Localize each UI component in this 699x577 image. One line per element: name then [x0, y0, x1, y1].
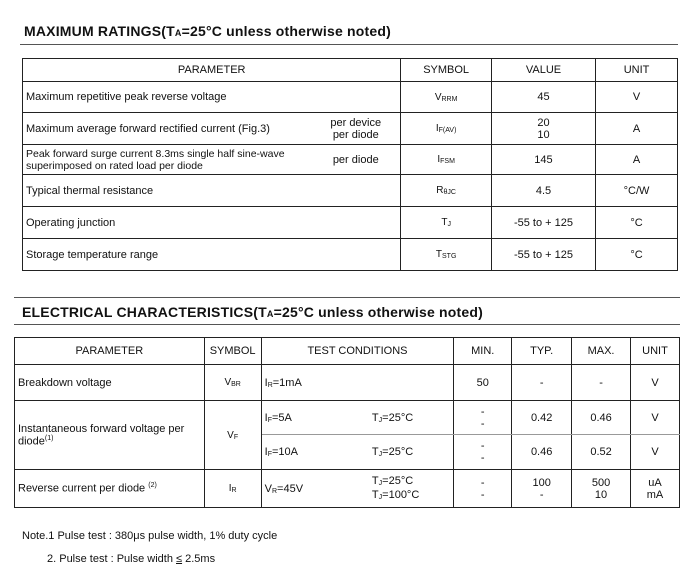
param-line-2: diode — [18, 435, 45, 448]
header-row — [15, 338, 680, 365]
test-cell — [261, 470, 369, 508]
electrical-table — [14, 337, 680, 508]
min-line-1: - — [480, 405, 485, 418]
value-cell: 145 — [491, 145, 595, 175]
min-line-1: - — [480, 476, 485, 489]
cond-cell — [311, 175, 401, 207]
symbol-main: T — [441, 217, 448, 228]
title-text-rest: =25°C unless otherwise noted) — [181, 23, 392, 39]
value-cell — [491, 113, 595, 145]
symbol-sub: RRM — [441, 95, 458, 103]
param-cell — [23, 145, 312, 175]
note-2-text: 2. Pulse test : Pulse width — [47, 553, 177, 565]
cond-cell — [311, 82, 401, 113]
title-subscript: A — [174, 28, 182, 38]
unit-cell: V — [631, 364, 680, 401]
max-cell: 0.52 — [572, 435, 631, 470]
table-row — [23, 239, 678, 271]
symbol-cell — [401, 145, 492, 175]
temp-sub: J — [378, 451, 383, 459]
param-cell: Maximum repetitive peak reverse voltage — [23, 82, 312, 113]
cond-cell — [311, 207, 401, 239]
header-min: MIN. — [454, 338, 512, 365]
unit-cell: °C — [596, 239, 678, 271]
symbol-sub: BR — [231, 381, 241, 389]
divider — [14, 297, 680, 298]
symbol-sub: F(AV) — [438, 127, 457, 134]
max-cell: - — [572, 364, 631, 401]
temp-rest: =25°C — [382, 411, 414, 424]
test-cell — [261, 401, 369, 435]
temp-rest: =100°C — [382, 488, 420, 501]
divider — [20, 44, 678, 45]
param-cell — [15, 470, 205, 508]
divider — [14, 324, 680, 325]
value-per-diode: 10 — [537, 128, 550, 141]
header-typ: TYP. — [512, 338, 572, 365]
max-line-1: 500 — [591, 476, 611, 489]
max-line-2: 10 — [594, 488, 608, 501]
temp-sub: J — [378, 479, 383, 487]
param-cell — [15, 401, 205, 470]
table-row — [23, 175, 678, 207]
cond-cell — [311, 113, 401, 145]
header-symbol: SYMBOL — [204, 338, 261, 365]
min-cell — [454, 401, 512, 435]
test-sub: R — [271, 487, 278, 495]
header-symbol: SYMBOL — [401, 59, 492, 82]
cond-per-diode: per diode — [332, 128, 379, 141]
header-parameter: PARAMETER — [15, 338, 205, 365]
unit-cell: V — [631, 401, 680, 435]
test-rest: =1mA — [272, 376, 302, 389]
test-main: I — [264, 411, 268, 424]
symbol-sub: FSM — [440, 158, 455, 165]
table-row — [15, 364, 680, 401]
symbol-cell — [204, 470, 261, 508]
param-cell: Storage temperature range — [23, 239, 312, 271]
symbol-cell — [401, 207, 492, 239]
symbol-main: V — [224, 377, 232, 389]
test-rest: =10A — [271, 446, 298, 459]
test-rest: =5A — [271, 411, 292, 424]
temp-main: T — [371, 488, 379, 501]
symbol-main: V — [434, 91, 442, 103]
header-parameter: PARAMETER — [23, 59, 401, 82]
temp-cell — [369, 435, 454, 470]
cond-cell: per diode — [311, 145, 401, 175]
symbol-cell — [401, 239, 492, 271]
param-cell: Maximum average forward rectified current (Fig.3) — [23, 113, 312, 145]
footnote-ref: (2) — [148, 482, 157, 490]
title-text: ELECTRICAL CHARACTERISTICS(T — [22, 304, 267, 320]
symbol-sub: F — [233, 433, 239, 441]
symbol-cell — [204, 401, 261, 470]
param-cell: Breakdown voltage — [15, 364, 205, 401]
unit-cell: A — [596, 145, 678, 175]
symbol-sub: θJC — [443, 189, 456, 196]
value-cell: 45 — [491, 82, 595, 113]
electrical-title — [22, 304, 483, 320]
typ-line-1: 100 — [532, 476, 551, 489]
test-sub: R — [267, 381, 273, 389]
value-cell: 4.5 — [491, 175, 595, 207]
cond-per-device: per device — [330, 116, 382, 129]
header-row — [23, 59, 678, 82]
temp-rest: =25°C — [382, 474, 414, 487]
test-main: I — [264, 376, 268, 389]
header-test-conditions: TEST CONDITIONS — [261, 338, 454, 365]
header-unit: UNIT — [596, 59, 678, 82]
symbol-main: R — [436, 185, 444, 196]
param-text: Reverse current per diode — [18, 482, 146, 495]
value-per-device: 20 — [537, 116, 550, 129]
test-rest: =45V — [277, 482, 304, 495]
temp-cell — [369, 470, 454, 508]
unit-cell: °C/W — [596, 175, 678, 207]
min-line-2: - — [480, 417, 485, 430]
table-row — [23, 145, 678, 175]
note-2-symbol: ≤ — [176, 553, 183, 565]
symbol-cell — [401, 82, 492, 113]
header-unit: UNIT — [631, 338, 680, 365]
table-row — [15, 470, 680, 508]
param-line-1: Instantaneous forward voltage per — [18, 422, 185, 435]
temp-rest: =25°C — [382, 446, 414, 459]
param-cell: Operating junction — [23, 207, 312, 239]
unit-cell — [631, 470, 680, 508]
symbol-sub: STG — [442, 253, 457, 260]
min-cell — [454, 435, 512, 470]
table-row — [23, 113, 678, 145]
temp-main: T — [371, 411, 379, 424]
symbol-cell — [401, 175, 492, 207]
min-line-2: - — [480, 488, 485, 501]
unit-cell: °C — [596, 207, 678, 239]
title-subscript: A — [266, 309, 274, 319]
unit-cell: V — [596, 82, 678, 113]
typ-cell: 0.46 — [512, 435, 572, 470]
temp-sub: J — [378, 416, 383, 424]
unit-line-2: mA — [646, 488, 664, 501]
table-row — [15, 401, 680, 435]
test-cell — [261, 364, 369, 401]
min-cell: 50 — [454, 364, 512, 401]
symbol-cell — [204, 364, 261, 401]
note-2-value: 2.5ms — [182, 553, 216, 565]
symbol-sub: R — [231, 487, 237, 495]
unit-line-1: uA — [648, 476, 662, 489]
test-main: I — [264, 446, 268, 459]
unit-cell: A — [596, 113, 678, 145]
test-sub: F — [267, 416, 272, 424]
test-cell — [261, 435, 369, 470]
table-row — [23, 207, 678, 239]
unit-cell: V — [631, 435, 680, 470]
param-cell: Typical thermal resistance — [23, 175, 312, 207]
symbol-main: I — [437, 154, 441, 165]
temp-cell — [369, 364, 454, 401]
note-2 — [47, 553, 215, 565]
max-ratings-title — [24, 23, 391, 39]
symbol-main: T — [435, 249, 442, 260]
value-cell: -55 to + 125 — [491, 207, 595, 239]
max-ratings-table — [22, 58, 678, 271]
title-text: MAXIMUM RATINGS(T — [24, 23, 175, 39]
header-value: VALUE — [491, 59, 595, 82]
max-cell: 0.46 — [572, 401, 631, 435]
test-sub: F — [267, 451, 272, 459]
symbol-sub: J — [447, 221, 451, 228]
max-cell — [572, 470, 631, 508]
footnote-ref: (1) — [44, 434, 54, 442]
typ-cell — [512, 470, 572, 508]
min-line-2: - — [480, 452, 485, 465]
typ-cell: 0.42 — [512, 401, 572, 435]
title-text-rest: =25°C unless otherwise noted) — [273, 304, 484, 320]
temp-main: T — [371, 446, 379, 459]
symbol-cell — [401, 113, 492, 145]
symbol-main: V — [227, 429, 234, 441]
min-cell — [454, 470, 512, 508]
temp-cell — [369, 401, 454, 435]
typ-line-2: - — [539, 488, 544, 501]
value-cell: -55 to + 125 — [491, 239, 595, 271]
param-line-1: Peak forward surge current 8.3ms single half sine-wave — [26, 147, 285, 160]
note-1: Note.1 Pulse test : 380μs pulse width, 1% duty cycle — [22, 530, 278, 542]
header-max: MAX. — [572, 338, 631, 365]
param-line-2: superimposed on rated load per diode — [26, 159, 203, 172]
symbol-main: I — [228, 483, 232, 495]
symbol-main: I — [435, 123, 439, 134]
cond-cell — [311, 239, 401, 271]
temp-sub: J — [378, 493, 383, 501]
test-main: V — [264, 482, 272, 495]
table-row — [23, 82, 678, 113]
temp-main: T — [371, 474, 379, 487]
typ-cell: - — [512, 364, 572, 401]
min-line-1: - — [480, 440, 485, 453]
